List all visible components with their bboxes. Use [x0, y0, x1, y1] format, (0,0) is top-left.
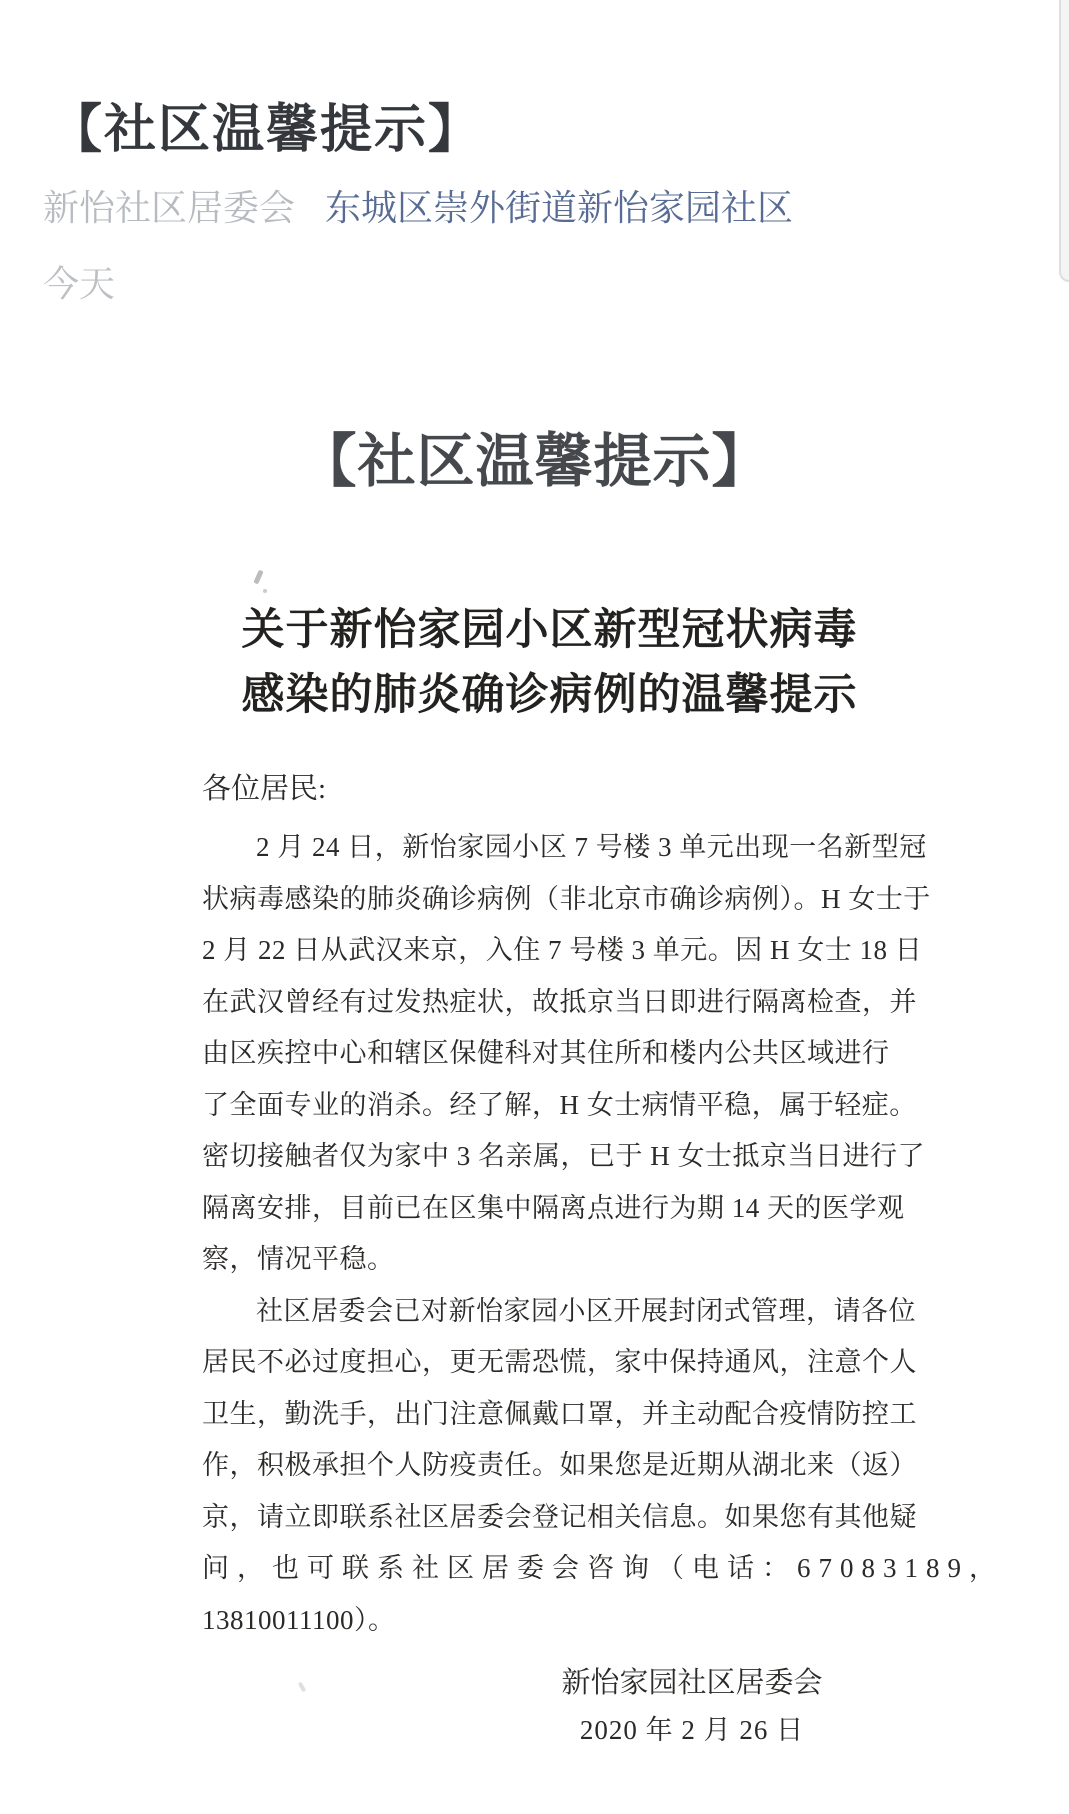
letter-body-line: 社区居委会已对新怡家园小区开展封闭式管理，请各位	[256, 1295, 916, 1326]
signature-date: 2020 年 2 月 26 日	[579, 1715, 805, 1745]
letter-body-line: 在武汉曾经有过发热症状，故抵京当日即进行隔离检查，并	[202, 986, 917, 1017]
letter-body-line: 13810011100）。	[202, 1604, 396, 1635]
letter-title-line2: 感染的肺炎确诊病例的温馨提示	[241, 672, 858, 719]
letter-body-line: 作，积极承担个人防疫责任。如果您是近期从湖北来（返）	[202, 1450, 917, 1480]
letter-title	[15, 598, 1069, 728]
account-link[interactable]: 东城区崇外街道新怡家园社区	[325, 187, 794, 228]
letter-body-line: 卫生，勤洗手，出门注意佩戴口罩，并主动配合疫情防控工	[202, 1398, 917, 1429]
article-meta	[43, 180, 793, 231]
letter-title-line1: 关于新怡家园小区新型冠状病毒	[241, 607, 858, 654]
letter-body-line: 隔离安排，目前已在区集中隔离点进行为期 14 天的医学观	[202, 1192, 905, 1223]
letter-body-line: 问，也可联系社区居委会咨询（电话：67083189，	[202, 1553, 1004, 1583]
scan-speck	[298, 1682, 306, 1693]
article-title: 【社区温馨提示】	[50, 100, 483, 159]
letter-body-line: 由区疾控中心和辖区保健科对其住所和楼内公共区域进行	[202, 1038, 890, 1068]
salutation: 各位居民:	[202, 773, 327, 805]
publish-date: 今天	[43, 263, 116, 304]
card-corner	[1059, 0, 1069, 282]
letter-body-line: 2 月 22 日从武汉来京，入住 7 号楼 3 单元。因 H 女士 18 日	[202, 935, 923, 965]
letter-body-line: 了全面专业的消杀。经了解，H 女士病情平稳，属于轻症。	[202, 1089, 917, 1120]
letter-body-line: 居民不必过度担心，更无需恐慌，家中保持通风，注意个人	[202, 1347, 917, 1377]
letter-body-line: 2 月 24 日，新怡家园小区 7 号楼 3 单元出现一名新型冠	[256, 832, 927, 862]
letter-body-line: 京，请立即联系社区居委会登记相关信息。如果您有其他疑	[202, 1501, 917, 1532]
account-name: 新怡社区居委会	[43, 187, 296, 228]
scan-speck	[263, 589, 267, 593]
letter-body-line: 察，情况平稳。	[202, 1244, 395, 1274]
notice-banner-title: 【社区温馨提示】	[298, 429, 771, 494]
letter-body-line: 状病毒感染的肺炎确诊病例（非北京市确诊病例）。H 女士于	[202, 883, 931, 914]
signature: 新怡家园社区居委会	[561, 1667, 823, 1699]
scan-speck	[253, 570, 263, 585]
notice-scan-image[interactable]	[0, 330, 1069, 1814]
letter-body	[202, 822, 1004, 1646]
letter-body-line: 密切接触者仅为家中 3 名亲属，已于 H 女士抵京当日进行了	[202, 1141, 925, 1171]
